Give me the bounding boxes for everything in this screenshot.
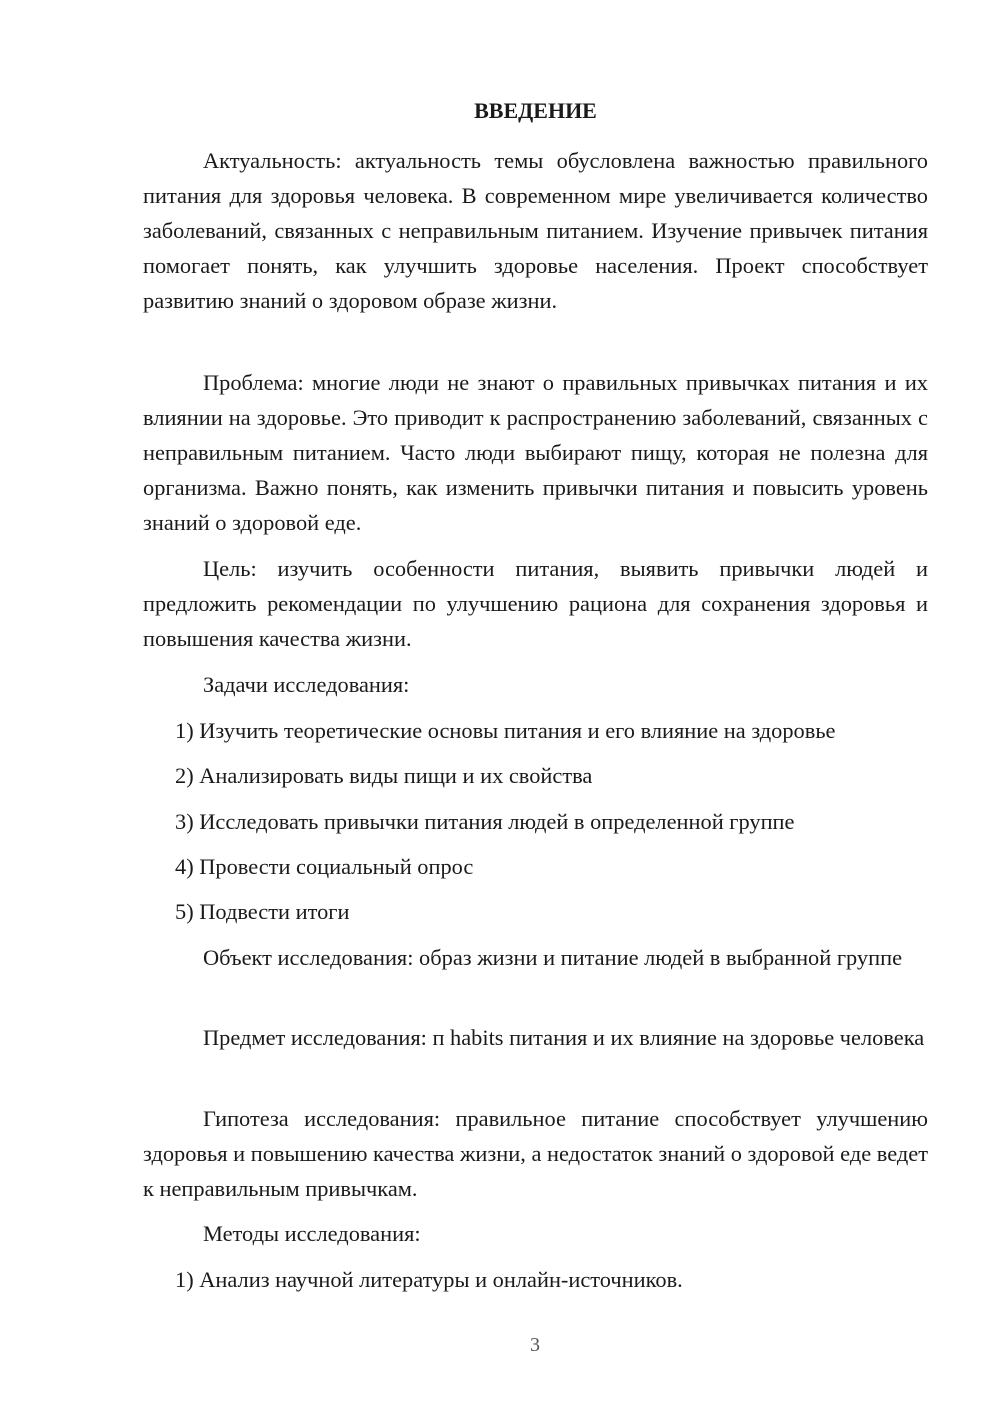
task-item-4: 4) Провести социальный опрос	[175, 854, 474, 879]
method-item-1: 1) Анализ научной литературы и онлайн-источников.	[175, 1267, 683, 1292]
tasks-title: Задачи исследования:	[203, 672, 410, 697]
page-number: 3	[530, 1334, 540, 1356]
task-item-5: 5) Подвести итоги	[175, 899, 350, 924]
subject-paragraph: Предмет исследования: п habits питания и их влияние на здоровье человека	[203, 1025, 925, 1050]
goal-paragraph: Цель: изучить особенности питания, выявить привычки людей и предложить рекомендации по улучшению рациона для сохранения здоровья и повышения качества жизни.	[143, 556, 928, 651]
hypothesis-paragraph: Гипотеза исследования: правильное питание способствует улучшению здоровья и повышению качества жизни, а недостаток знаний о здоровой еде ведет к неправильным привычкам.	[143, 1106, 928, 1201]
task-item-3: 3) Исследовать привычки питания людей в определенной группе	[175, 809, 795, 834]
problem-paragraph: Проблема: многие люди не знают о правильных привычках питания и их влиянии на здоровье. Это приводит к распространению заболеваний, связанных с неправильным питанием. Часто люди выбирают пищу, которая не полезна для организма. Важно понять, как изменить привычки питания и повысить уровень знаний о здоровой еде.	[143, 370, 928, 535]
relevance-paragraph: Актуальность: актуальность темы обусловлена важностью правильного питания для здоровья человека. В современном мире увеличивается количество заболеваний, связанных с неправильным питанием. Изучение привычек питания помогает понять, как улучшить здоровье населения. Проект способствует развитию знаний о здоровом образе жизни.	[143, 148, 928, 313]
object-paragraph: Объект исследования: образ жизни и питание людей в выбранной группе	[203, 945, 903, 970]
task-item-1: 1) Изучить теоретические основы питания и его влияние на здоровье	[175, 718, 836, 743]
task-item-2: 2) Анализировать виды пищи и их свойства	[175, 763, 593, 788]
methods-title: Методы исследования:	[203, 1221, 421, 1246]
page-heading: ВВЕДЕНИЕ	[474, 98, 597, 123]
